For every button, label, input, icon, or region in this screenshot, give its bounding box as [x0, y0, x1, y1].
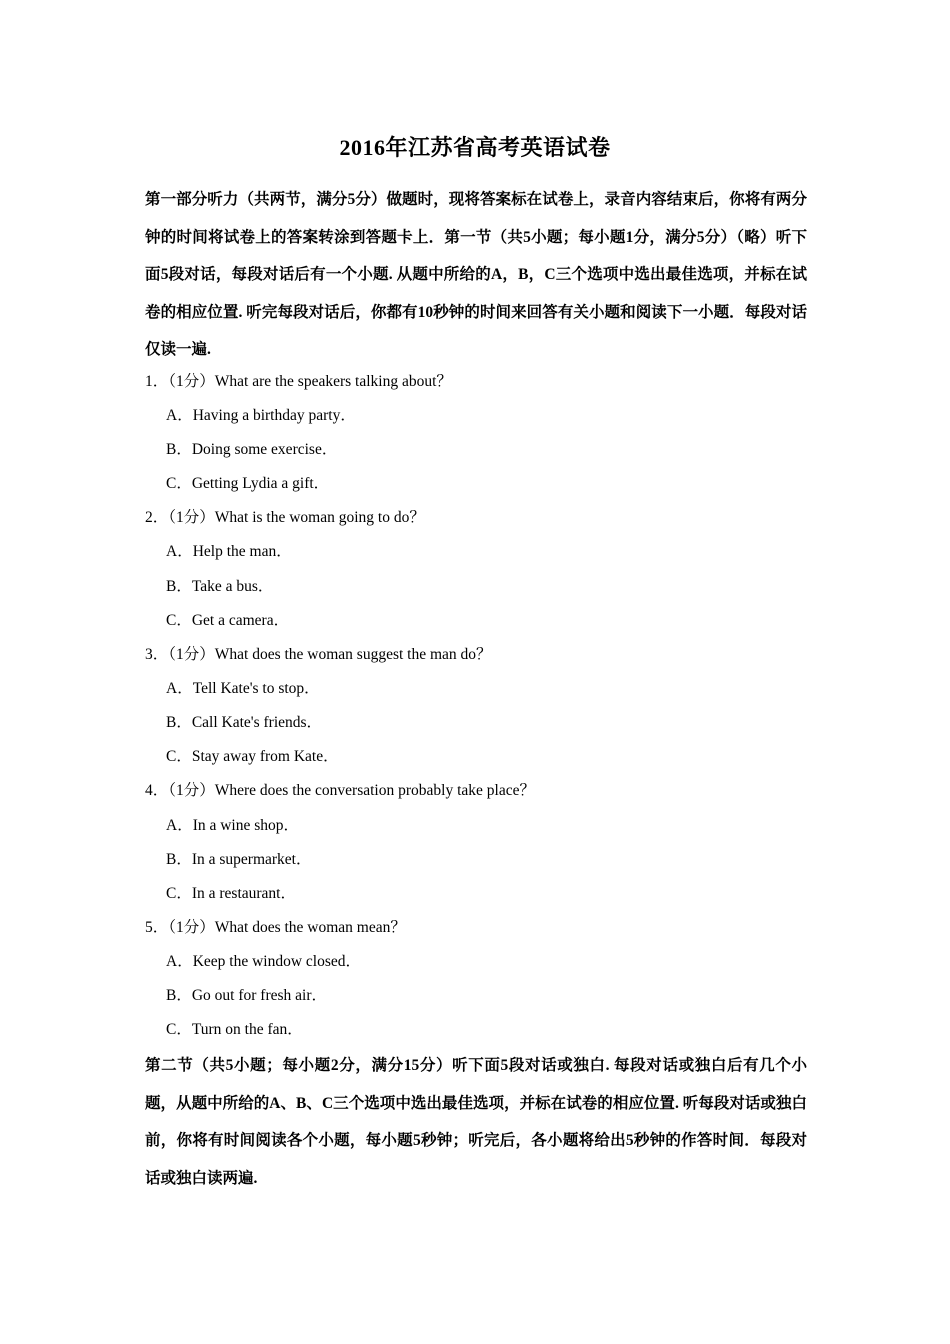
question-2-option-b: B．Take a bus． [166, 578, 274, 595]
question-3-option-c: C．Stay away from Kate． [166, 748, 339, 765]
question-2-option-a: A．Help the man． [166, 543, 292, 560]
question-4-option-c: C．In a restaurant． [166, 885, 296, 902]
exam-title: 2016年江苏省高考英语试卷 [339, 135, 611, 160]
question-5-option-c: C．Turn on the fan． [166, 1021, 303, 1038]
listening-instructions: 第一部分听力（共两节，满分5分）做题时，现将答案标在试卷上，录音内容结束后，你将有两分钟的时间将试卷上的答案转涂到答题卡上．第一节（共5小题；每小题1分，满分5分）（略）听下面5段对话，每段对话后有一个小题. 从题中所给的A，B，C三个选项中选出最佳选项，并标在试卷的相应位置. 听完每段对话后，你都有10秒钟的时间来回答有关小题和阅读下一小题．每段对话仅读一遍. [145, 191, 807, 358]
question-2-option-c: C．Get a camera． [166, 612, 290, 629]
section-2-instructions: 第二节（共5小题；每小题2分，满分15分）听下面5段对话或独白. 每段对话或独白后有几个小题，从题中所给的A、B、C三个选项中选出最佳选项，并标在试卷的相应位置. 听每段对话或独白前，你将有时间阅读各个小题，每小题5秒钟；听完后，各小题将给出5秒钟的作答时间．每段对话或独白读两遍. [145, 1057, 807, 1187]
question-5: 5．（1分）What does the woman mean？ [145, 919, 406, 936]
question-3: 3．（1分）What does the woman suggest the man do？ [145, 646, 492, 663]
question-4-option-a: A．In a wine shop． [166, 817, 300, 834]
question-5-option-b: B．Go out for fresh air． [166, 987, 327, 1004]
question-3-option-a: A．Tell Kate's to stop． [166, 680, 320, 697]
question-4-option-b: B．In a supermarket． [166, 851, 312, 868]
question-5-option-a: A．Keep the window closed． [166, 953, 361, 970]
question-1-option-c: C．Getting Lydia a gift． [166, 475, 330, 492]
question-1-option-b: B．Doing some exercise． [166, 441, 338, 458]
question-2: 2．（1分）What is the woman going to do？ [145, 509, 425, 526]
question-1-option-a: A．Having a birthday party． [166, 407, 356, 424]
question-3-option-b: B．Call Kate's friends． [166, 714, 323, 731]
question-1: 1．（1分）What are the speakers talking about？ [145, 373, 452, 390]
question-4: 4．（1分）Where does the conversation probably take place？ [145, 782, 535, 799]
